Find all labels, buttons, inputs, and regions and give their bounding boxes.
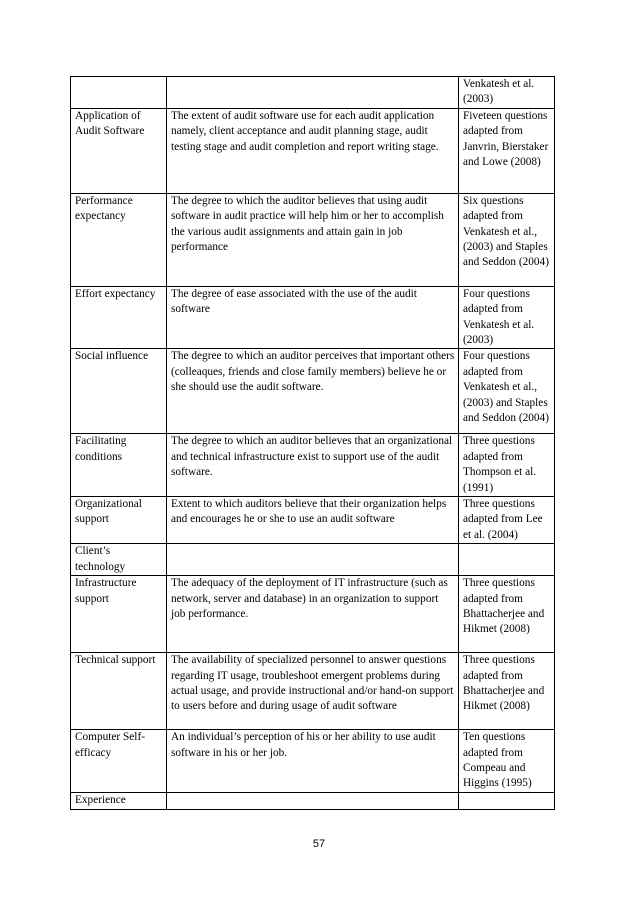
table-row: [71, 730, 555, 793]
variable-cell: Organizational support: [71, 497, 167, 544]
variable-cell: Performance expectancy: [71, 193, 167, 286]
table-row: [71, 792, 555, 809]
variable-cell: Infrastructure support: [71, 576, 167, 653]
page-number: 57: [312, 838, 326, 850]
source-cell: [459, 544, 555, 576]
table-row: [71, 286, 555, 349]
variable-cell: Technical support: [71, 653, 167, 730]
definition-cell: An individual’s perception of his or her ability to use audit software in his or her job.: [167, 730, 459, 793]
table-row: [71, 108, 555, 193]
definition-cell: The degree to which an auditor perceives that important others (colleaques, friends and close family members) believe he or she should use the audit software.: [167, 349, 459, 434]
source-cell: Three questions adapted from Lee et al. (2004): [459, 497, 555, 544]
definition-cell: The degree to which an auditor believes that an organizational and technical infrastructure exist to support use of the audit software.: [167, 434, 459, 497]
source-cell: Four questions adapted from Venkatesh et al. (2003): [459, 286, 555, 349]
variable-cell: Experience: [71, 792, 167, 809]
table-row: [71, 434, 555, 497]
variable-cell: Computer Self-efficacy: [71, 730, 167, 793]
table-row: [71, 193, 555, 286]
definition-cell: The availability of specialized personnel to answer questions regarding IT usage, troubleshoot emergent problems during actual usage, and provide instructional and/or hand-on support to users before and during usage of audit software: [167, 653, 459, 730]
source-cell: Three questions adapted from Bhattacherjee and Hikmet (2008): [459, 653, 555, 730]
variable-cell: Facilitating conditions: [71, 434, 167, 497]
table-row: [71, 653, 555, 730]
table-row: [71, 349, 555, 434]
source-cell: Six questions adapted from Venkatesh et al., (2003) and Staples and Seddon (2004): [459, 193, 555, 286]
variable-cell: Application of Audit Software: [71, 108, 167, 193]
source-cell: Ten questions adapted from Compeau and Higgins (1995): [459, 730, 555, 793]
table-row: [71, 576, 555, 653]
table-row: [71, 497, 555, 544]
variables-table: [70, 76, 555, 810]
source-cell: Four questions adapted from Venkatesh et al., (2003) and Staples and Seddon (2004): [459, 349, 555, 434]
definition-cell: The adequacy of the deployment of IT infrastructure (such as network, server and database) in an organization to support job performance.: [167, 576, 459, 653]
definition-cell: The degree to which the auditor believes that using audit software in audit practice will help him or her to accomplish the various audit assignments and attain gain in job performance: [167, 193, 459, 286]
definition-cell: [167, 544, 459, 576]
table-row: [71, 77, 555, 109]
table-row: [71, 544, 555, 576]
variable-cell: Client’s technology: [71, 544, 167, 576]
definition-cell: The extent of audit software use for each audit application namely, client acceptance and audit planning stage, audit testing stage and audit completion and report writing stage.: [167, 108, 459, 193]
variable-cell: Effort expectancy: [71, 286, 167, 349]
definition-cell: Extent to which auditors believe that their organization helps and encourages he or she to use an audit software: [167, 497, 459, 544]
definition-cell: The degree of ease associated with the use of the audit software: [167, 286, 459, 349]
source-cell: Venkatesh et al. (2003): [459, 77, 555, 109]
source-cell: Three questions adapted from Thompson et al. (1991): [459, 434, 555, 497]
source-cell: Three questions adapted from Bhattacherjee and Hikmet (2008): [459, 576, 555, 653]
variable-cell: [71, 77, 167, 109]
definition-cell: [167, 792, 459, 809]
variable-cell: Social influence: [71, 349, 167, 434]
definition-cell: [167, 77, 459, 109]
source-cell: Fiveteen questions adapted from Janvrin, Bierstaker and Lowe (2008): [459, 108, 555, 193]
source-cell: [459, 792, 555, 809]
